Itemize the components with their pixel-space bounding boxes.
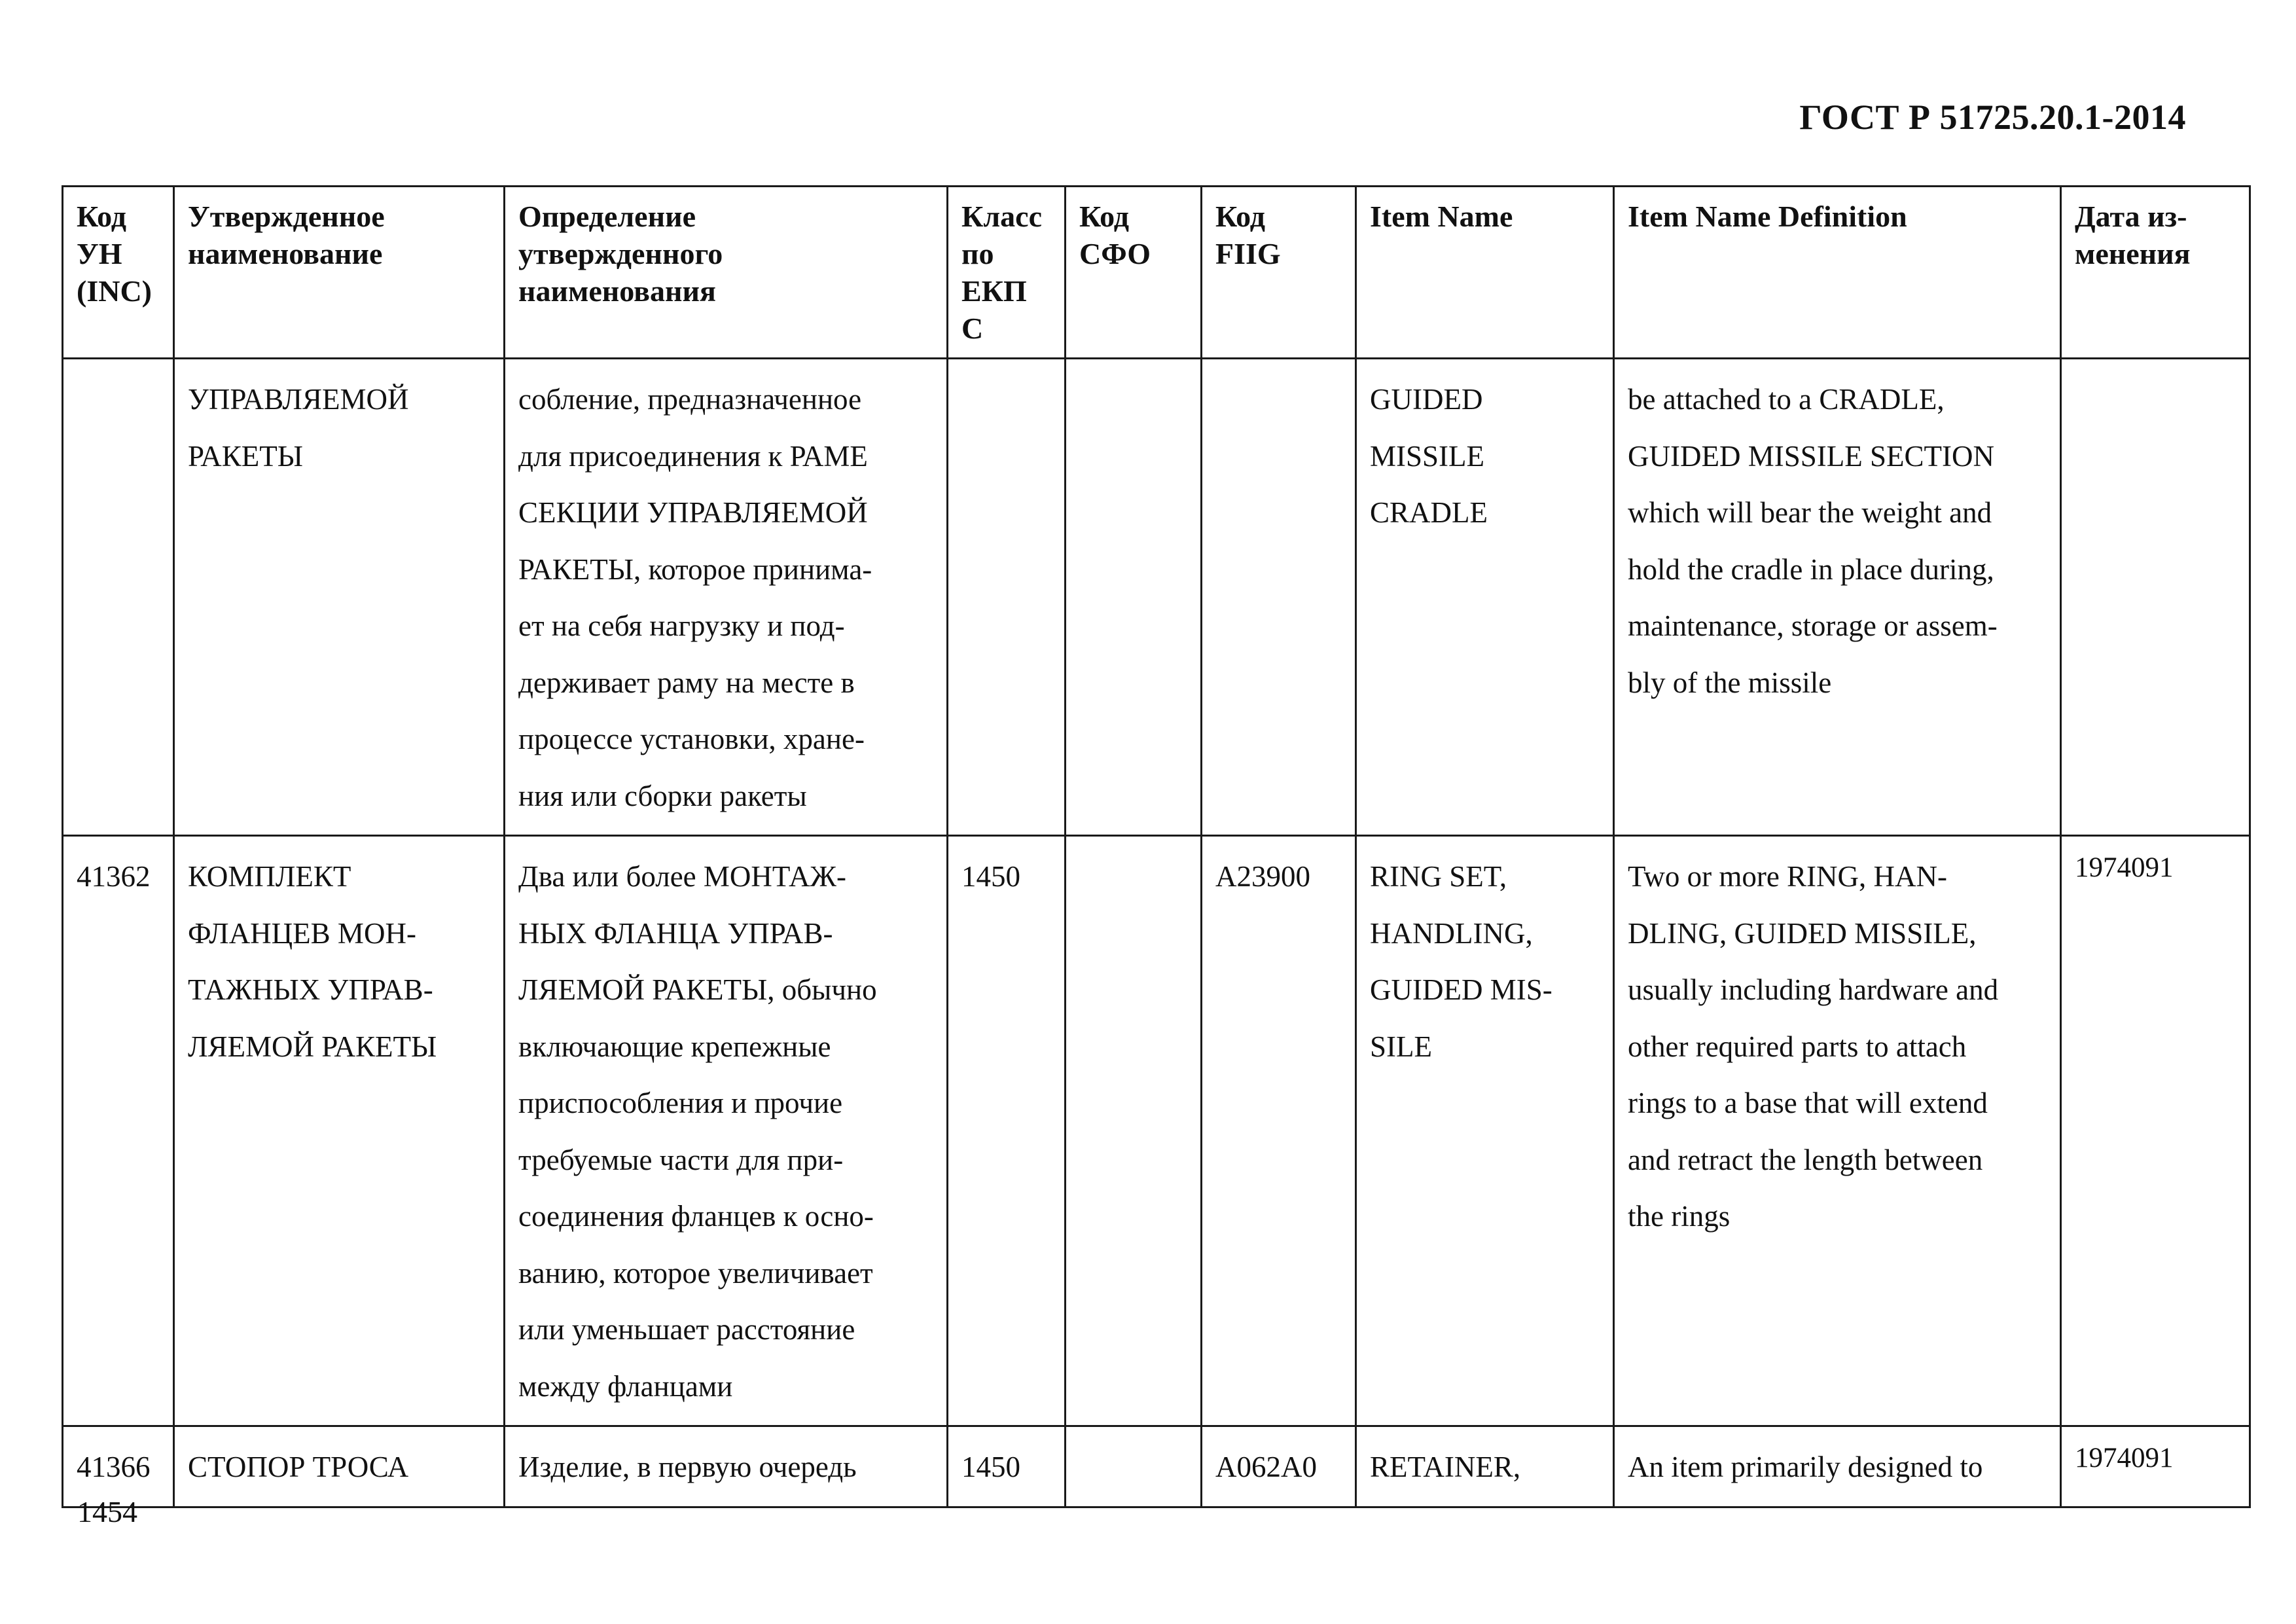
header-approved-name: Утвержденное наименование xyxy=(174,187,505,359)
cell-inc: 41362 xyxy=(63,836,174,1426)
cell-ekps-class: 1450 xyxy=(948,1426,1066,1507)
cell-change-date xyxy=(2061,359,2250,836)
cell-ekps-class: 1450 xyxy=(948,836,1066,1426)
cell-inc xyxy=(63,359,174,836)
cell-sfo-code xyxy=(1066,836,1202,1426)
header-item-name: Item Name xyxy=(1356,187,1614,359)
header-inc: Код УН (INC) xyxy=(63,187,174,359)
cell-approved-name: КОМПЛЕКТ ФЛАНЦЕВ МОН- ТАЖНЫХ УПРАВ- ЛЯЕМОЙ РАКЕТЫ xyxy=(174,836,505,1426)
table-header-row xyxy=(63,187,2250,359)
table-row xyxy=(63,1426,2250,1507)
cell-fiig-code: A23900 xyxy=(1202,836,1356,1426)
header-ekps-class: Класс по ЕКП С xyxy=(948,187,1066,359)
cell-fiig-code: A062A0 xyxy=(1202,1426,1356,1507)
cell-item-name-definition: Two or more RING, HAN- DLING, GUIDED MISSILE, usually including hardware and other required parts to attach rings to a base that will extend and retract the length between the rings xyxy=(1614,836,2061,1426)
classification-table xyxy=(62,185,2251,1508)
cell-item-name: RING SET, HANDLING, GUIDED MIS- SILE xyxy=(1356,836,1614,1426)
cell-definition: Два или более МОНТАЖ- НЫХ ФЛАНЦА УПРАВ- ЛЯЕМОЙ РАКЕТЫ, обычно включающие крепежные приспособления и прочие требуемые части для при- соединения фланцев к осно- ванию, которое увеличивает или уменьшает расстояние между фланцами xyxy=(505,836,948,1426)
cell-change-date: 1974091 xyxy=(2061,836,2250,1426)
cell-sfo-code xyxy=(1066,359,1202,836)
cell-definition: Изделие, в первую очередь xyxy=(505,1426,948,1507)
header-change-date: Дата из- менения xyxy=(2061,187,2250,359)
cell-approved-name: СТОПОР ТРОСА xyxy=(174,1426,505,1507)
cell-sfo-code xyxy=(1066,1426,1202,1507)
cell-definition: собление, предназначенное для присоединения к РАМЕ СЕКЦИИ УПРАВЛЯЕМОЙ РАКЕТЫ, которое принима- ет на себя нагрузку и под- держивает раму на месте в процессе установки, хране- ния или сборки ракеты xyxy=(505,359,948,836)
header-fiig-code: Код FIIG xyxy=(1202,187,1356,359)
cell-item-name: GUIDED MISSILE CRADLE xyxy=(1356,359,1614,836)
cell-ekps-class xyxy=(948,359,1066,836)
cell-fiig-code xyxy=(1202,359,1356,836)
table-row xyxy=(63,359,2250,836)
cell-item-name-definition: be attached to a CRADLE, GUIDED MISSILE SECTION which will bear the weight and hold the cradle in place during, maintenance, storage or assem- bly of the missile xyxy=(1614,359,2061,836)
header-item-name-definition: Item Name Definition xyxy=(1614,187,2061,359)
header-definition: Определение утвержденного наименования xyxy=(505,187,948,359)
cell-item-name-definition: An item primarily designed to xyxy=(1614,1426,2061,1507)
document-standard-code: ГОСТ Р 51725.20.1-2014 xyxy=(1799,98,2186,137)
cell-change-date: 1974091 xyxy=(2061,1426,2250,1507)
cell-inc: 41366 xyxy=(63,1426,174,1507)
table-row xyxy=(63,836,2250,1426)
header-sfo-code: Код СФО xyxy=(1066,187,1202,359)
page-number: 1454 xyxy=(77,1495,137,1528)
cell-approved-name: УПРАВЛЯЕМОЙ РАКЕТЫ xyxy=(174,359,505,836)
cell-item-name: RETAINER, xyxy=(1356,1426,1614,1507)
